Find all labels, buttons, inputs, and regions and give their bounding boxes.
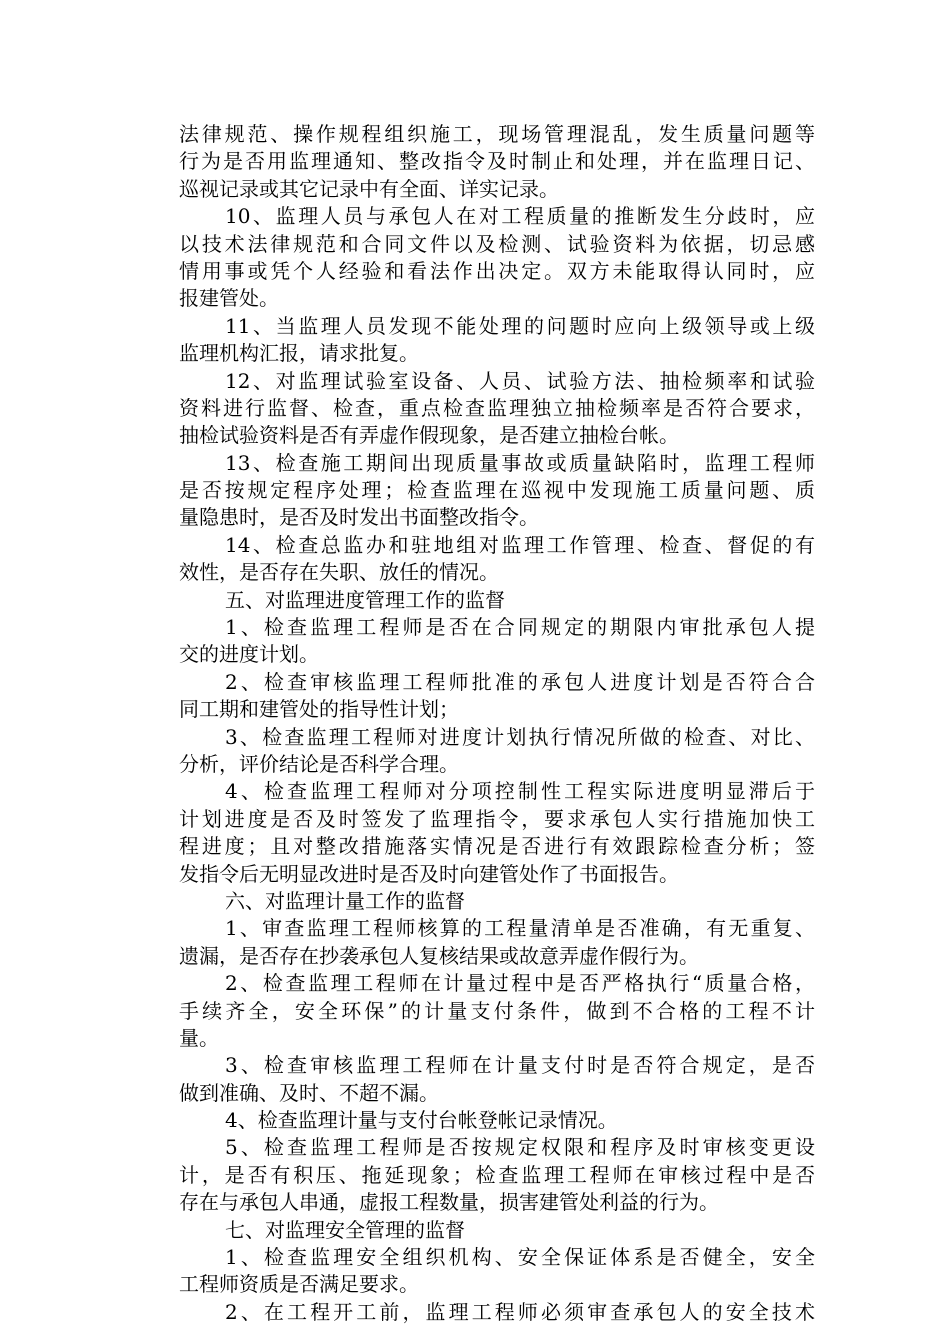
text-line: 1、检查监理工程师是否在合同规定的期限内审批承包人提: [225, 615, 815, 640]
text-line: 六、对监理计量工作的监督: [225, 888, 465, 913]
text-line: 2、检查审核监理工程师批准的承包人进度计划是否符合合: [225, 669, 815, 694]
text-line: 12、对监理试验室设备、人员、试验方法、抽检频率和试验: [225, 368, 815, 393]
text-line: 是否按规定程序处理；检查监理在巡视中发现施工质量问题、质: [179, 478, 815, 503]
text-line: 11、当监理人员发现不能处理的问题时应向上级领导或上级: [225, 313, 815, 338]
text-line: 发指令后无明显改进时是否及时向建管处作了书面报告。: [179, 861, 679, 886]
text-line: 4、检查监理工程师对分项控制性工程实际进度明显滞后于: [225, 779, 815, 804]
text-line: 2、在工程开工前，监理工程师必须审查承包人的安全技术: [225, 1299, 815, 1324]
text-line: 1、检查监理安全组织机构、安全保证体系是否健全，安全: [225, 1245, 815, 1270]
text-line: 存在与承包人串通，虚报工程数量，损害建管处利益的行为。: [179, 1190, 719, 1215]
text-line: 七、对监理安全管理的监督: [225, 1217, 465, 1242]
text-line: 监理机构汇报，请求批复。: [179, 341, 419, 366]
text-line: 手续齐全，安全环保”的计量支付条件，做到不合格的工程不计: [179, 998, 815, 1023]
text-line: 分析，评价结论是否科学合理。: [179, 751, 459, 776]
text-line: 报建管处。: [179, 286, 279, 311]
text-line: 抽检试验资料是否有弄虚作假现象，是否建立抽检台帐。: [179, 423, 679, 448]
text-line: 遗漏，是否存在抄袭承包人复核结果或故意弄虚作假行为。: [179, 943, 699, 968]
text-line: 情用事或凭个人经验和看法作出决定。双方未能取得认同时，应: [179, 258, 815, 283]
text-line: 5、检查监理工程师是否按规定权限和程序及时审核变更设: [225, 1135, 815, 1160]
text-line: 五、对监理进度管理工作的监督: [225, 587, 505, 612]
text-line: 3、检查审核监理工程师在计量支付时是否符合规定，是否: [225, 1053, 815, 1078]
text-line: 同工期和建管处的指导性计划；: [179, 697, 459, 722]
text-line: 资料进行监督、检查，重点检查监理独立抽检频率是否符合要求，: [179, 395, 815, 420]
text-line: 做到准确、及时、不超不漏。: [179, 1080, 439, 1105]
document-body: [179, 121, 815, 1326]
text-line: 1、审查监理工程师核算的工程量清单是否准确，有无重复、: [225, 916, 815, 941]
text-line: 程进度；且对整改措施落实情况是否进行有效跟踪检查分析；签: [179, 834, 815, 859]
text-line: 计划进度是否及时签发了监理指令，要求承包人实行措施加快工: [179, 806, 815, 831]
text-line: 工程师资质是否满足要求。: [179, 1272, 419, 1297]
text-line: 巡视记录或其它记录中有全面、详实记录。: [179, 176, 559, 201]
text-line: 10、监理人员与承包人在对工程质量的推断发生分歧时，应: [225, 204, 815, 229]
text-line: 14、检查总监办和驻地组对监理工作管理、检查、督促的有: [225, 532, 815, 557]
text-line: 交的进度计划。: [179, 642, 319, 667]
text-line: 法律规范、操作规程组织施工，现场管理混乱，发生质量问题等: [179, 122, 815, 146]
text-line: 2、检查监理工程师在计量过程中是否严格执行“质量合格，: [225, 971, 815, 996]
text-line: 量隐患时，是否及时发出书面整改指令。: [179, 505, 539, 530]
text-line: 4、检查监理计量与支付台帐登帐记录情况。: [225, 1108, 618, 1133]
text-line: 计，是否有积压、拖延现象；检查监理工程师在审核过程中是否: [179, 1162, 815, 1187]
text-line: 13、检查施工期间出现质量事故或质量缺陷时，监理工程师: [225, 450, 815, 475]
text-line: 效性，是否存在失职、放任的情况。: [179, 560, 499, 585]
text-line: 量。: [179, 1025, 219, 1050]
text-line: 3、检查监理工程师对进度计划执行情况所做的检查、对比、: [225, 724, 815, 749]
text-line: 行为是否用监理通知、整改指令及时制止和处理，并在监理日记、: [179, 149, 815, 174]
text-line: 以技术法律规范和合同文件以及检测、试验资料为依据，切忌感: [179, 231, 815, 256]
